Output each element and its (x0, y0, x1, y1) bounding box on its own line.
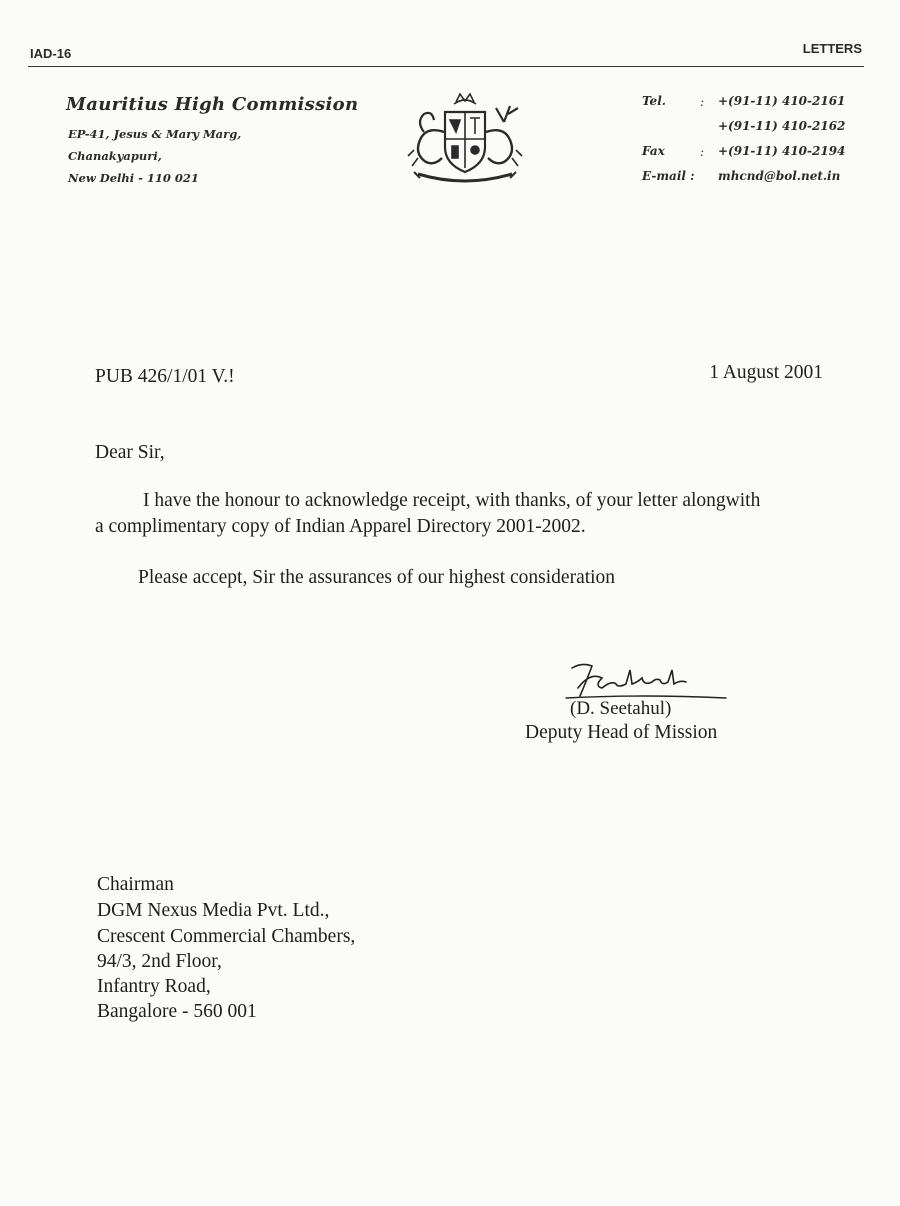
tel-label: Tel. (642, 94, 666, 108)
recipient-line: 94/3, 2nd Floor, (97, 951, 222, 972)
letterhead-address-line: Chanakyapuri, (68, 149, 162, 163)
salutation: Dear Sir, (95, 442, 165, 463)
letterhead-address-line: EP-41, Jesus & Mary Marg, (68, 127, 242, 141)
signer-title: Deputy Head of Mission (525, 722, 718, 743)
contact-separator: : (700, 145, 705, 159)
recipient-line: Bangalore - 560 001 (97, 1001, 257, 1022)
email-label: E-mail : (642, 169, 695, 183)
recipient-line: Crescent Commercial Chambers, (97, 926, 356, 947)
header-rule (28, 66, 864, 67)
letterhead-name: Mauritius High Commission (66, 94, 359, 115)
recipient-line: Infantry Road, (97, 976, 211, 997)
contact-separator: : (700, 95, 705, 109)
signer-name: (D. Seetahul) (570, 698, 672, 719)
letterhead-address-line: New Delhi - 110 021 (68, 171, 199, 185)
tel-value: +(91-11) 410-2161 (718, 94, 846, 108)
paragraph-line: a complimentary copy of Indian Apparel Directory 2001-2002. (95, 516, 586, 537)
paragraph-line: I have the honour to acknowledge receipt, with thanks, of your letter alongwith (143, 490, 761, 511)
letter-date: 1 August 2001 (709, 362, 823, 383)
section-label: LETTERS (802, 41, 862, 56)
tel-value: +(91-11) 410-2162 (718, 119, 846, 133)
closing-paragraph: Please accept, Sir the assurances of our highest consideration (138, 567, 616, 588)
email-value: mhcnd@bol.net.in (718, 169, 841, 183)
recipient-line: Chairman (97, 874, 174, 895)
coat-of-arms-icon (404, 92, 526, 190)
reference-number: PUB 426/1/01 V.! (95, 366, 235, 387)
page-number-label: IAD-16 (30, 46, 72, 61)
fax-label: Fax (642, 144, 665, 158)
recipient-line: DGM Nexus Media Pvt. Ltd., (97, 900, 330, 921)
fax-value: +(91-11) 410-2194 (718, 144, 846, 158)
